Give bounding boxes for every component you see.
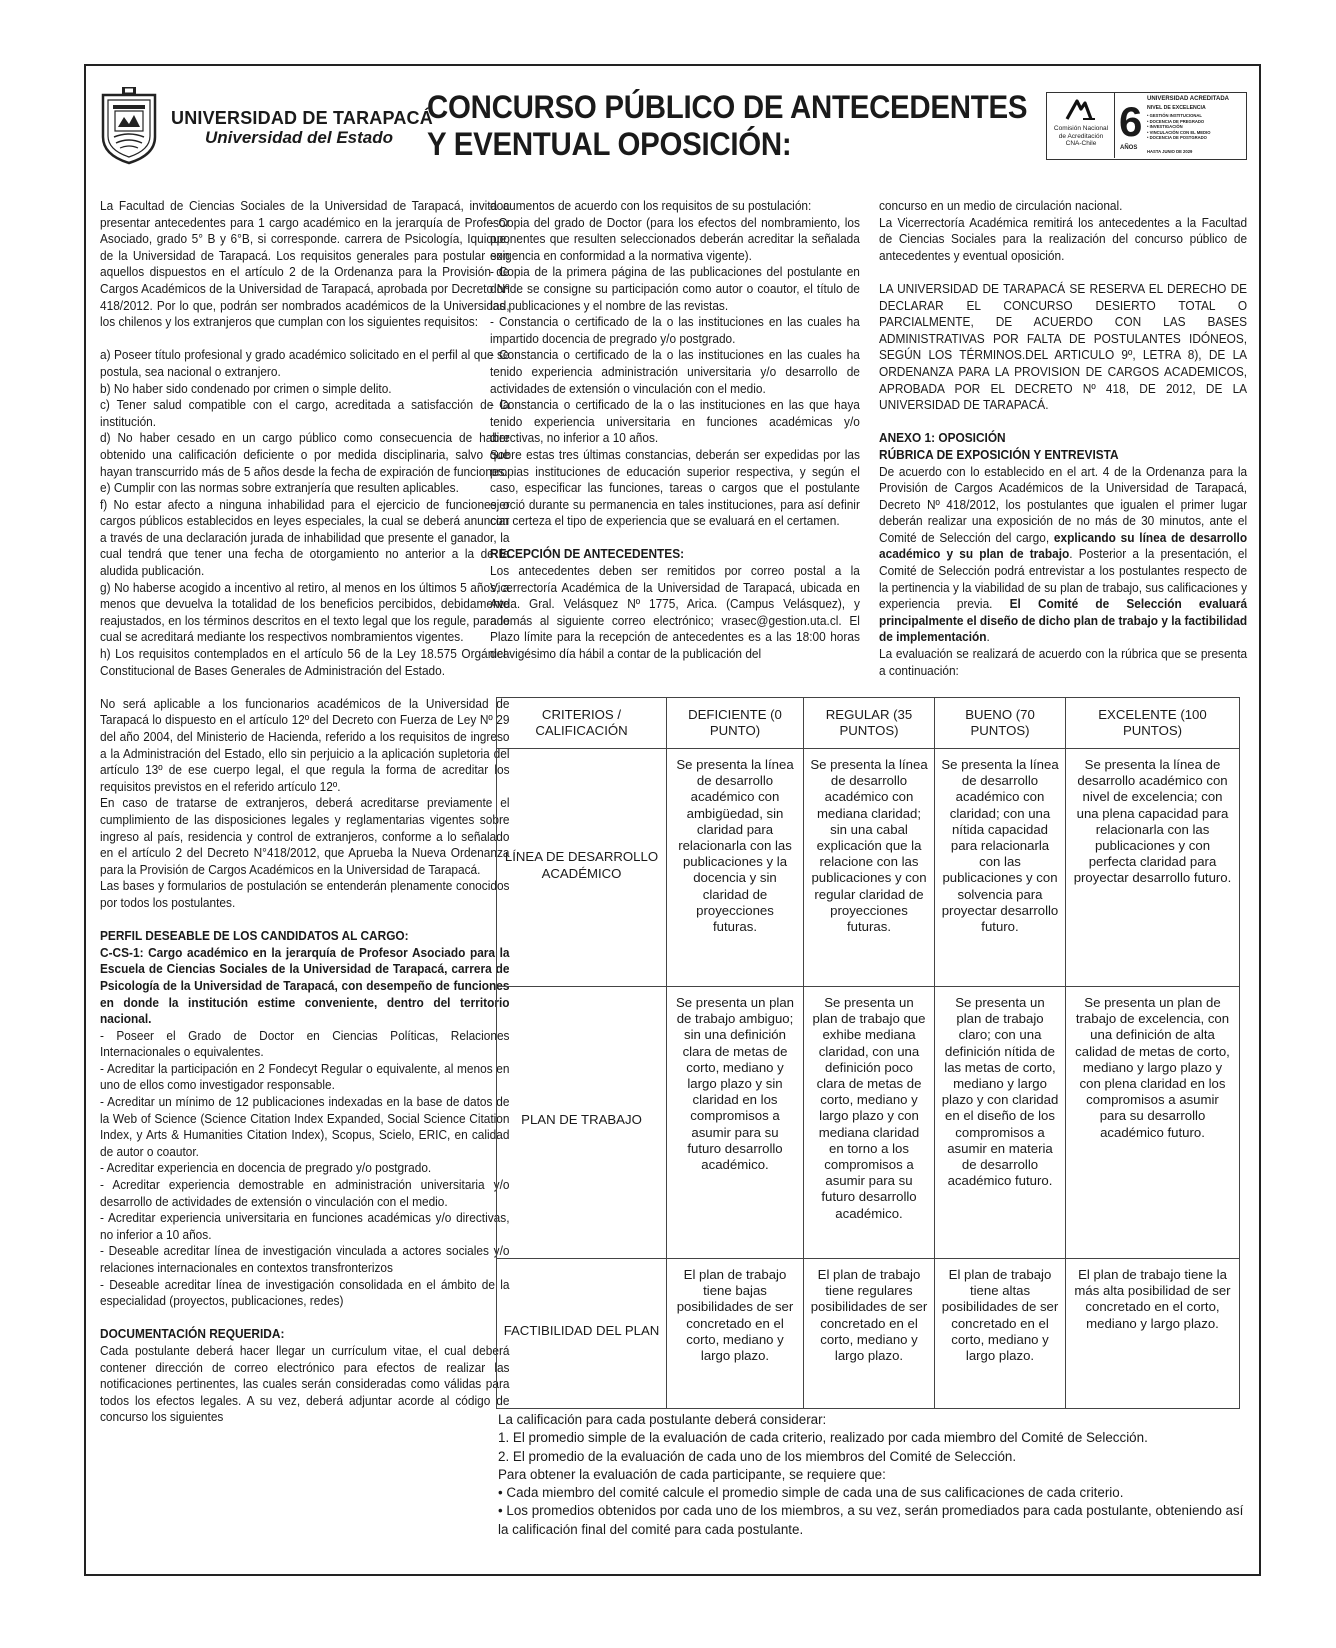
header-excelente: EXCELENTE (100 PUNTOS) <box>1066 698 1240 749</box>
reception-paragraph: Los antecedentes deben ser remitidos por correo postal a la Vicerrectoría Académica de la Universidad de Tarapacá, ubicada en Avda. Gral. Velásquez Nº 1775, Arica. (Campus Velásquez), y además al siguiente correo electrónico; vrasec@gestion.uta.cl. El Plazo límite para la recepción de antecedentes es a las 18:00 horas del vigésimo día hábil a contar de la publicación del <box>490 563 860 662</box>
table-row <box>497 1259 1240 1409</box>
footer-line: • Los promedios obtenidos por cada uno de los miembros, a su vez, serán promediados para cada postulante, obteniendo así <box>498 1503 1244 1519</box>
header-criteria: CRITERIOS / CALIFICACIÓN <box>497 698 667 749</box>
accreditation-area: • GESTIÓN INSTITUCIONAL <box>1147 113 1202 118</box>
university-subtitle: Universidad del Estado <box>205 128 393 147</box>
footer-line: • Cada miembro del comité calcule el promedio simple de cada una de sus calificaciones de cada criterio. <box>498 1485 1124 1501</box>
rubric-table <box>496 697 1240 1409</box>
table-cell: Se presenta la línea de desarrollo académico con mediana claridad; sin una cabal explicación que la relacione con las publicaciones y con regular claridad de proyecciones futuras. <box>804 749 935 987</box>
footer-line: 1. El promedio simple de la evaluación de cada criterio, realizado por cada miembro del Comité de Selección. <box>498 1430 1148 1446</box>
accreditation-area: • DOCENCIA DE POSTGRADO <box>1147 135 1207 141</box>
university-logo <box>100 87 433 167</box>
profile-item: - Poseer el Grado de Doctor en Ciencias Políticas, Relaciones Internacionales o equivalentes. <box>100 1027 510 1060</box>
criterion-cell: LÍNEA DE DESARROLLO ACADÉMICO <box>497 749 667 987</box>
intro-paragraph: La Facultad de Ciencias Sociales de la Universidad de Tarapacá, invita a presentar antecedentes para 1 cargo académico en la jerarquía de Profesor Asociado, grado 5° B y 6°B, si corresponde. carrera de Psicología, Iquique, de la Universidad de Tarapacá. Los requisitos generales para postular son aquellos dispuestos en el artículo 2 de la Ordenanza para la Provisión de Cargos Académicos de la Universidad de Tarapacá, aprobada por Decreto Nº 418/2012. Por lo que, podrán ser nombrados académicos de la Universidad, los chilenos y los extranjeros que cumplan con los siguientes requisitos: <box>100 198 510 330</box>
requirement-f: f) No estar afecto a ninguna inhabilidad para el ejercicio de funciones o cargos públicos establecidos en leyes especiales, la cual se deberá anunciar a través de una declaración jurada de inhabilidad que presente el ganador, la cual tendrá que tener una fecha de otorgamiento no anterior a la de la aludida publicación. <box>100 496 510 579</box>
profile-code: C-CS-1: Cargo académico en la jerarquía de Profesor Asociado para la Escuela de Ciencias Sociales de la Universidad de Tarapacá, carrera de Psicología de la Universidad de Tarapacá, con desempeño de funciones en donde la institución estime conveniente, dentro del territorio nacional. <box>100 944 510 1027</box>
table-cell: Se presenta un plan de trabajo claro; con una definición nítida de las metas de corto, mediano y largo plazo y con claridad en el diseño de los compromisos a asumir en materia de desarrollo académico futuro. <box>935 987 1066 1259</box>
page-title <box>427 89 1027 163</box>
foreigners-paragraph: En caso de tratarse de extranjeros, deberá acreditarse previamente el cumplimiento de las disposiciones legales y reglamentarias vigentes sobre ingreso al país, residencia y control de extranjeros, conforme a lo señalado en el artículo 2 del Decreto N°418/2012, que Aprueba la Nueva Ordenanza para la Provisión de Cargos Académicos en la Universidad de Tarapacá. <box>100 795 510 877</box>
table-row <box>497 987 1240 1259</box>
profile-heading: PERFIL DESEABLE DE LOS CANDIDATOS AL CARGO: <box>100 928 409 944</box>
table-row <box>497 749 1240 987</box>
footer-line: Para obtener la evaluación de cada participante, se requiere que: <box>498 1466 886 1482</box>
table-cell: Se presenta la línea de desarrollo académico con ambigüedad, sin claridad para relacionarla con las publicaciones y la docencia y sin claridad de proyecciones futuras. <box>667 749 804 987</box>
table-cell: El plan de trabajo tiene regulares posibilidades de ser concretado en el corto, mediano y largo plazo. <box>804 1259 935 1409</box>
university-name: UNIVERSIDAD DE TARAPACÁ <box>171 108 433 128</box>
reserve-paragraph: LA UNIVERSIDAD DE TARAPACÁ SE RESERVA EL DERECHO DE DECLARAR EL CONCURSO DESIERTO TOTAL O PARCIALMENTE, DE ACUERDO CON LAS BASES ADMINISTRATIVAS POR FALTA DE POSTULANTES IDÓNEOS, SEGÚN LOS TÉRMINOS.DEL ARTICULO 9º, LETRA 8), DE LA ORDENANZA PARA LA PROVISION DE CARGOS ACADEMICOS, APROBADA POR EL DECRETO Nº 418, DE 2012, DE LA UNIVERSIDAD DE TARAPACÁ. <box>879 280 1248 413</box>
accreditation-heading: UNIVERSIDAD ACREDITADA <box>1147 96 1230 102</box>
table-cell: El plan de trabajo tiene bajas posibilidades de ser concretado en el corto, mediano y largo plazo. <box>667 1259 804 1409</box>
accreditation-area: • INVESTIGACIÓN <box>1147 124 1183 130</box>
exception-paragraph: No será aplicable a los funcionarios académicos de la Universidad de Tarapacá lo dispuesto en el artículo 12º del Decreto con Fuerza de Ley Nº 29 del año 2004, del Ministerio de Hacienda, referido a los requisitos de ingreso a la Administración del Estado, ello sin perjuicio a la aplicación supletoria del artículo 13º de ese cuerpo legal, el que regula la forma de acreditar los requisitos previstos en el referido artículo 12º. <box>100 695 510 794</box>
column-1 <box>100 198 510 1426</box>
doc-item: - Constancia o certificado de la o las instituciones en las cuales ha tenido experiencia administración universitaria y/o desarrollo de actividades de extensión o vinculación con el medio. <box>490 347 860 396</box>
doc-item: - Copia del grado de Doctor (para los efectos del nombramiento, los oponentes que resulten seleccionados deberán acreditar la señalada exigencia en conformidad a la normativa vigente). <box>490 214 860 263</box>
reception-continuation: concurso en un medio de circulación nacional. <box>879 198 1123 213</box>
requirement-d: d) No haber cesado en un cargo público como consecuencia de haber obtenido una calificación deficiente o por medida disciplinaria, salvo que hayan transcurrido más de 5 años desde la fecha de expiración de funciones. <box>100 430 510 479</box>
doc-item: - Constancia o certificado de la o las instituciones en las cuales ha impartido docencia de pregrado y/o postgrado. <box>490 314 860 346</box>
cna-logo <box>1047 93 1115 158</box>
doc-item: - Copia de la primera página de las publicaciones del postulante en donde se consigne su participación como autor o coautor, el título de las publicaciones y el nombre de las revistas. <box>490 264 860 313</box>
profile-item: - Acreditar experiencia en docencia de pregrado y/o postgrado. <box>100 1160 432 1176</box>
docs-paragraph: Cada postulante deberá hacer llegar un currículum vitae, el cual deberá contener dirección de correo electrónico para efectos de realizar las notificaciones pertinentes, las cuales serán consideradas como válidas para todos los efectos legales. A su vez, deberá adjuntar acorde al código de concurso los siguientes <box>100 1342 510 1425</box>
accreditation-until: HASTA JUNIO DE 2029 <box>1147 149 1193 154</box>
requirement-c: c) Tener salud compatible con el cargo, acreditada a satisfacción de la institución. <box>100 397 510 429</box>
title-line-2: Y EVENTUAL OPOSICIÓN: <box>427 126 792 162</box>
forward-paragraph: La Vicerrectoría Académica remitirá los antecedentes a la Facultad de Ciencias Sociales para la realización del concurso público de antecedentes y eventual oposición. <box>879 214 1248 263</box>
reception-heading: RECEPCIÓN DE ANTECEDENTES: <box>490 546 685 562</box>
accreditation-years-number: 6 <box>1119 98 1143 145</box>
column-2 <box>490 198 860 663</box>
annex-paragraph: De acuerdo con lo establecido en el art. 4 de la Ordenanza para la Provisión de Cargos Académicos de la Universidad de Tarapacá, Decreto Nº 418/2012, los postulantes que igualen el primer lugar deberán realizar una exposición de no más de 30 minutos, ante el Comité de Selección del cargo, explicando su línea de desarrollo académico y su plan de trabajo. Posterior a la presentación, el Comité de Selección podrá entrevistar a los postulantes respecto de la pertinencia y la viabilidad de su plan de trabajo, sus calificaciones y experiencia previa. El Comité de Selección evaluará principalmente el diseño de dicho plan de trabajo y la factibilidad de implementación. <box>879 463 1248 645</box>
bases-paragraph: Las bases y formularios de postulación se entenderán plenamente conocidos por todos los postulantes. <box>100 878 510 910</box>
table-cell: El plan de trabajo tiene altas posibilidades de ser concretado en el corto, mediano y largo plazo. <box>935 1259 1066 1409</box>
accreditation-level: NIVEL DE EXCELENCIA <box>1147 105 1206 111</box>
profile-item: - Acreditar la participación en 2 Fondecyt Regular o equivalente, al menos en uno de ellos como investigador responsable. <box>100 1060 510 1093</box>
requirement-g: g) No haberse acogido a incentivo al retiro, al menos en los últimos 5 años, a menos que devuelva la totalidad de los beneficios percibidos, debidamente reajustados, en los términos descritos en el texto legal que los regule, para lo cual se acreditará mediante los respectivos nombramientos vigentes. <box>100 579 510 645</box>
accreditation-area: • DOCENCIA DE PREGRADO <box>1147 118 1205 124</box>
doc-item: - Constancia o certificado de la o las instituciones en las que haya tenido experiencia universitaria en funciones académicas y/o directivas, no inferior a 10 años. <box>490 397 860 446</box>
profile-item: - Deseable acreditar línea de investigación vinculada a actores sociales y/o relaciones internacionales en contextos transfronterizos <box>100 1243 510 1275</box>
cna-text: Comisión Nacional de Acreditación CNA-Chile <box>1053 125 1109 147</box>
profile-item: - Acreditar un mínimo de 12 publicaciones indexadas en la base de datos de la Web of Science (Science Citation Index Expanded, Social Science Citation Index, y Arts & Humanities Citation Index), Scopus, Scielo, ERIC, en calidad de autor o coautor. <box>100 1094 510 1159</box>
accreditation-area: • VINCULACIÓN CON EL MEDIO <box>1147 129 1211 135</box>
table-header-row <box>497 698 1240 749</box>
footer-line: La calificación para cada postulante deberá considerar: <box>498 1412 827 1427</box>
docs-continuation: documentos de acuerdo con los requisitos de su postulación: <box>490 198 812 213</box>
profile-item: - Deseable acreditar línea de investigación consolidada en el ámbito de la especialidad (proyectos, publicaciones, redes) <box>100 1276 510 1309</box>
footer-line: 2. El promedio de la evaluación de cada uno de los miembros del Comité de Selección. <box>498 1448 1017 1464</box>
requirement-a: a) Poseer título profesional y grado académico solicitado en el perfil al que se postula, sea nacional o extranjero. <box>100 347 510 379</box>
annex-eval-paragraph: La evaluación se realizará de acuerdo con la rúbrica que se presenta a continuación: <box>879 646 1248 678</box>
table-cell: Se presenta la línea de desarrollo académico con nivel de excelencia; con una plena capacidad para relacionarla con las publicaciones y con perfecta claridad para proyectar desarrollo futuro. <box>1066 749 1240 987</box>
footer-line: la calificación final del comité para cada postulante. <box>498 1521 804 1537</box>
title-line-1: CONCURSO PÚBLICO DE ANTECEDENTES <box>427 89 1028 125</box>
accreditation-badge <box>1046 92 1247 160</box>
profile-item: - Acreditar experiencia demostrable en administración universitaria y/o desarrollo de actividades de extensión o vinculación con el medio. <box>100 1177 510 1209</box>
table-cell: Se presenta la línea de desarrollo académico con claridad; con una nítida capacidad para relacionarla con las publicaciones y con solvencia para proyectar desarrollo futuro. <box>935 749 1066 987</box>
cna-mark-icon <box>1065 99 1097 121</box>
header-bueno: BUENO (70 PUNTOS) <box>935 698 1066 749</box>
profile-item: - Acreditar experiencia universitaria en funciones académicas y/o directivas, no inferior a 10 años. <box>100 1210 510 1242</box>
table-cell: Se presenta un plan de trabajo que exhibe mediana claridad, con una definición poco clara de metas de corto, mediano y largo plazo y con mediana claridad en torno a los compromisos a asumir para su futuro desarrollo académico. <box>804 987 935 1259</box>
certificates-note: Sobre estas tres últimas constancias, deberán ser expedidas por las propias instituciones de educación superior respectiva, y según el caso, especificar las funciones, tareas o cargos que el postulante ejerció durante su permanencia en tales instituciones, para así definir con certeza el tipo de experiencia que se evaluará en el certamen. <box>490 446 860 529</box>
header-regular: REGULAR (35 PUNTOS) <box>804 698 935 749</box>
university-crest-icon <box>100 87 158 165</box>
table-cell: Se presenta un plan de trabajo de excelencia, con una definición de alta calidad de metas de corto, mediano y largo plazo y con plena claridad en los compromisos a asumir para su desarrollo académico futuro. <box>1066 987 1240 1259</box>
evaluation-notes <box>498 1411 1258 1539</box>
criterion-cell: PLAN DE TRABAJO <box>497 987 667 1259</box>
requirement-b: b) No haber sido condenado por crimen o simple delito. <box>100 380 392 396</box>
accreditation-years-label: AÑOS <box>1120 145 1138 151</box>
accreditation-areas <box>1147 113 1211 141</box>
column-3 <box>879 198 1247 679</box>
annex-heading: ANEXO 1: OPOSICIÓN <box>879 430 1006 446</box>
table-cell: El plan de trabajo tiene la más alta posibilidad de ser concretado en el corto, mediano y largo plazo. <box>1066 1259 1240 1409</box>
docs-heading: DOCUMENTACIÓN REQUERIDA: <box>100 1326 285 1342</box>
requirement-h: h) Los requisitos contemplados en el artículo 56 de la Ley 18.575 Orgánica Constitucional de Bases Generales de Administración del Estado. <box>100 646 510 678</box>
rubric-heading: RÚBRICA DE EXPOSICIÓN Y ENTREVISTA <box>879 446 1119 462</box>
table-cell: Se presenta un plan de trabajo ambiguo; sin una definición clara de metas de corto, mediano y largo plazo y sin claridad en los compromisos a asumir para su futuro desarrollo académico. <box>667 987 804 1259</box>
requirement-e: e) Cumplir con las normas sobre extranjería que resulten aplicables. <box>100 480 459 496</box>
header-deficiente: DEFICIENTE (0 PUNTO) <box>667 698 804 749</box>
criterion-cell: FACTIBILIDAD DEL PLAN <box>497 1259 667 1409</box>
